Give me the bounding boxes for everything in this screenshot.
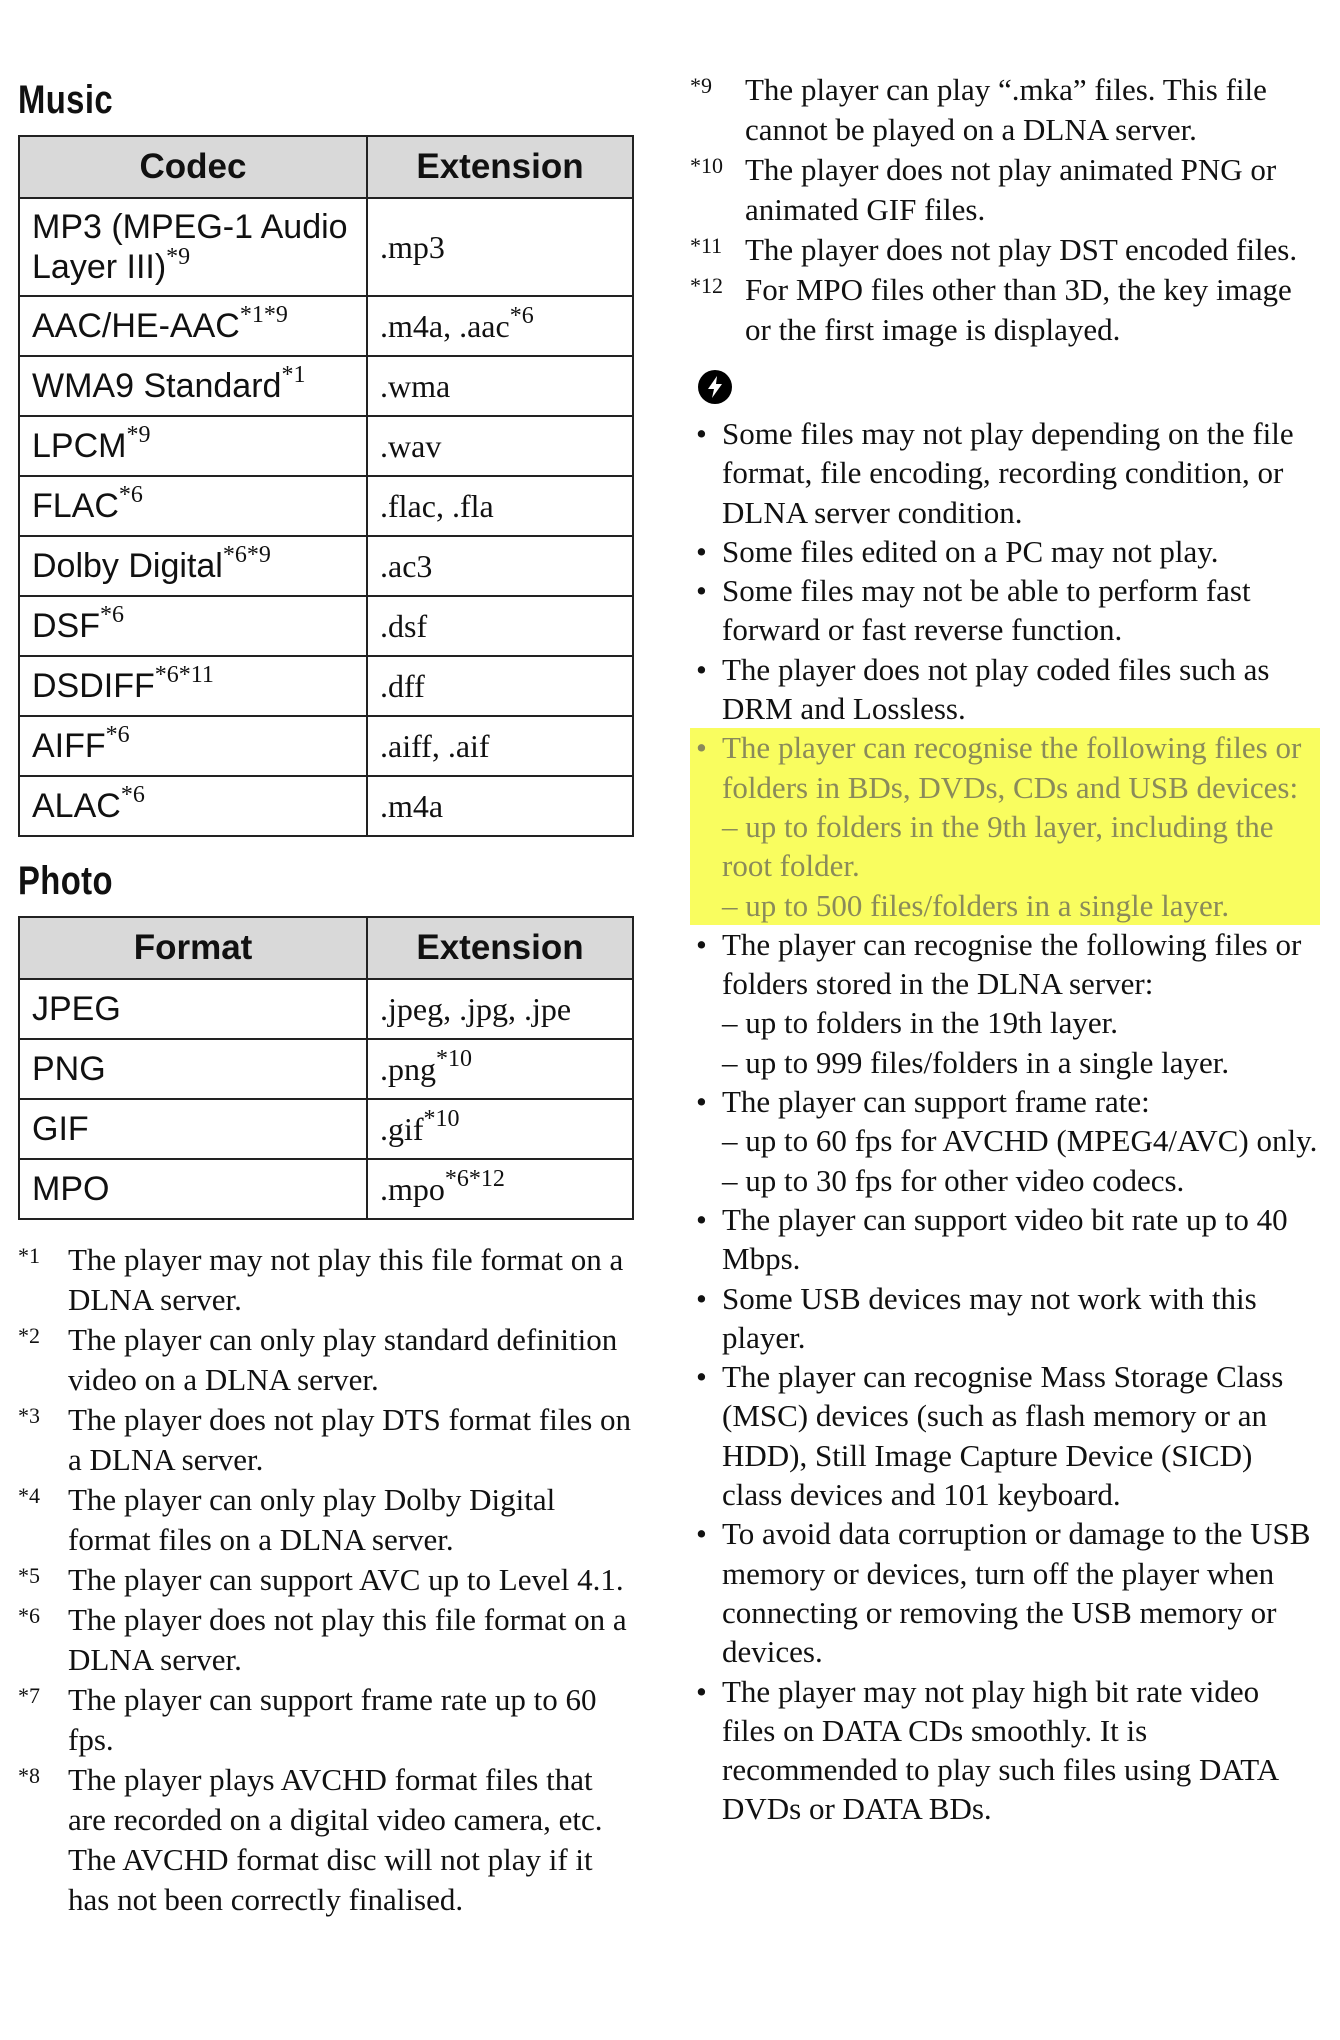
codec-column-header: Codec (19, 136, 367, 198)
list-item: • Some files edited on a PC may not play. (696, 533, 1219, 569)
codec-cell: DSF$^{*6}$ (19, 596, 367, 656)
extension-cell: .aiff, .aif (367, 716, 633, 776)
table-row (19, 356, 633, 416)
table-row (19, 776, 633, 836)
table-row (19, 1099, 633, 1159)
codec-cell: ALAC$^{*6}$ (19, 776, 367, 836)
format-cell: GIF (19, 1099, 367, 1159)
table-row (19, 296, 633, 356)
extension-cell: .ac3 (367, 536, 633, 596)
right-column (690, 70, 1320, 1829)
codec-cell: AIFF$^{*6}$ (19, 716, 367, 776)
codec-cell: FLAC$^{*6}$ (19, 476, 367, 536)
music-section-title: Music (18, 78, 114, 122)
list-item: • The player can support video bit rate up to 40 Mbps. (696, 1201, 1288, 1277)
extension-cell: .jpeg, .jpg, .jpe (367, 979, 633, 1039)
extension-cell: .dsf (367, 596, 633, 656)
footnote: *1 The player may not play this file format on a DLNA server. (18, 1242, 624, 1317)
extension-cell: .wma (367, 356, 633, 416)
table-row (19, 656, 633, 716)
codec-cell: AAC/$HE-AAC^{*1*9}$ (19, 296, 367, 356)
codec-cell: LPCM$^{*9}$ (19, 416, 367, 476)
list-item: • The player can recognise Mass Storage Class (MSC) devices (such as flash memory or an HDD), Still Image Capture Device (SICD) class devices and 101 keyboard. (696, 1359, 1284, 1513)
notes-bullet-list (690, 414, 1320, 1829)
music-table-header (19, 136, 633, 198)
codec-cell: WMA9 Standard$^{*1}$ (19, 356, 367, 416)
highlighted-list-item: • The player can recognise the following files or folders in BDs, DVDs, CDs and USB devices: – up to folders in the 9th layer, including the root folder. – up to 500 files/folders in a single layer. (690, 728, 1320, 924)
list-item: • Some files may not play depending on the file format, file encoding, recording condition, or DLNA server condition. (696, 416, 1294, 530)
extension-cell: .mpo$^{*6*12}$ (367, 1159, 633, 1219)
footnote: *3 The player does not play DTS format files on a DLNA server. (18, 1402, 632, 1477)
list-item: • The player can recognise the following files or folders stored in the DLNA server: – up to folders in the 19th layer. – up to 999 files/folders in a single layer. (696, 926, 1302, 1080)
table-row (19, 198, 633, 296)
footnote: *7 The player can support frame rate up to 60 fps. (18, 1682, 597, 1757)
table-row (19, 1039, 633, 1099)
footnote: *6 The player does not play this file format on a DLNA server. (18, 1602, 627, 1677)
extension-cell: .wav (367, 416, 633, 476)
footnote: *12 For MPO files other than 3D, the key image or the first image is displayed. (690, 272, 1292, 347)
format-column-header: Format (19, 917, 367, 979)
footnote: *9 The player can play “.mka” files. This file cannot be played on a DLNA server. (690, 72, 1267, 147)
list-item: • To avoid data corruption or damage to the USB memory or devices, turn off the player when connecting or removing the USB memory or devices. (696, 1516, 1311, 1670)
footnote: *2 The player can only play standard definition video on a DLNA server. (18, 1322, 618, 1397)
extension-cell: .png$^{*10}$ (367, 1039, 633, 1099)
list-item: • The player can support frame rate: – up to 60 fps for AVCHD (MPEG4/AVC) only. – up to 30 fps for other video codecs. (696, 1084, 1318, 1198)
left-column (18, 60, 638, 1920)
extension-column-header: Extension (367, 917, 633, 979)
photo-section-title: Photo (18, 859, 113, 903)
codec-cell: $DSDIFF^{*6*11}$ (19, 656, 367, 716)
music-table (18, 135, 634, 837)
table-row (19, 476, 633, 536)
codec-cell: MP3 (MPEG-1 Audio Layer III)$^{*9}$ (19, 198, 367, 296)
format-cell: MPO (19, 1159, 367, 1219)
footnote: *4 The player can only play Dolby Digital format files on a DLNA server. (18, 1482, 556, 1557)
table-row (19, 596, 633, 656)
table-row (19, 979, 633, 1039)
codec-cell: Dolby Digital$^{*6*9}$ (19, 536, 367, 596)
extension-cell: .gif$^{*10}$ (367, 1099, 633, 1159)
left-footnotes (18, 1240, 638, 1920)
footnote: *10 The player does not play animated PNG or animated GIF files. (690, 152, 1277, 227)
photo-table-header (19, 917, 633, 979)
list-item: • Some USB devices may not work with this player. (696, 1280, 1257, 1355)
extension-cell: .mp3 (367, 198, 633, 296)
format-cell: JPEG (19, 979, 367, 1039)
format-cell: PNG (19, 1039, 367, 1099)
footnote: *5 The player can support AVC up to Level 4.1. (18, 1562, 624, 1597)
caution-icon (698, 370, 732, 404)
extension-cell: .dff (367, 656, 633, 716)
table-row (19, 716, 633, 776)
footnote: *11 The player does not play DST encoded files. (690, 232, 1298, 267)
table-row (19, 1159, 633, 1219)
extension-cell: .m4a (367, 776, 633, 836)
extension-column-header: Extension (367, 136, 633, 198)
list-item: • The player does not play coded files such as DRM and Lossless. (696, 651, 1270, 727)
table-row (19, 416, 633, 476)
list-item: • Some files may not be able to perform fast forward or fast reverse function. (696, 573, 1251, 648)
photo-table (18, 916, 634, 1220)
extension-cell: .m4a, .aac$^{*6}$ (367, 296, 633, 356)
footnote: *8 The player plays AVCHD format files that are recorded on a digital video camera, etc. The AVCHD format disc will not play if it has not been correctly finalised. (18, 1762, 603, 1917)
list-item: • The player may not play high bit rate video files on DATA CDs smoothly. It is recommended to play such files using DATA DVDs or DATA BDs. (696, 1673, 1278, 1827)
table-row (19, 536, 633, 596)
extension-cell: .flac, .fla (367, 476, 633, 536)
